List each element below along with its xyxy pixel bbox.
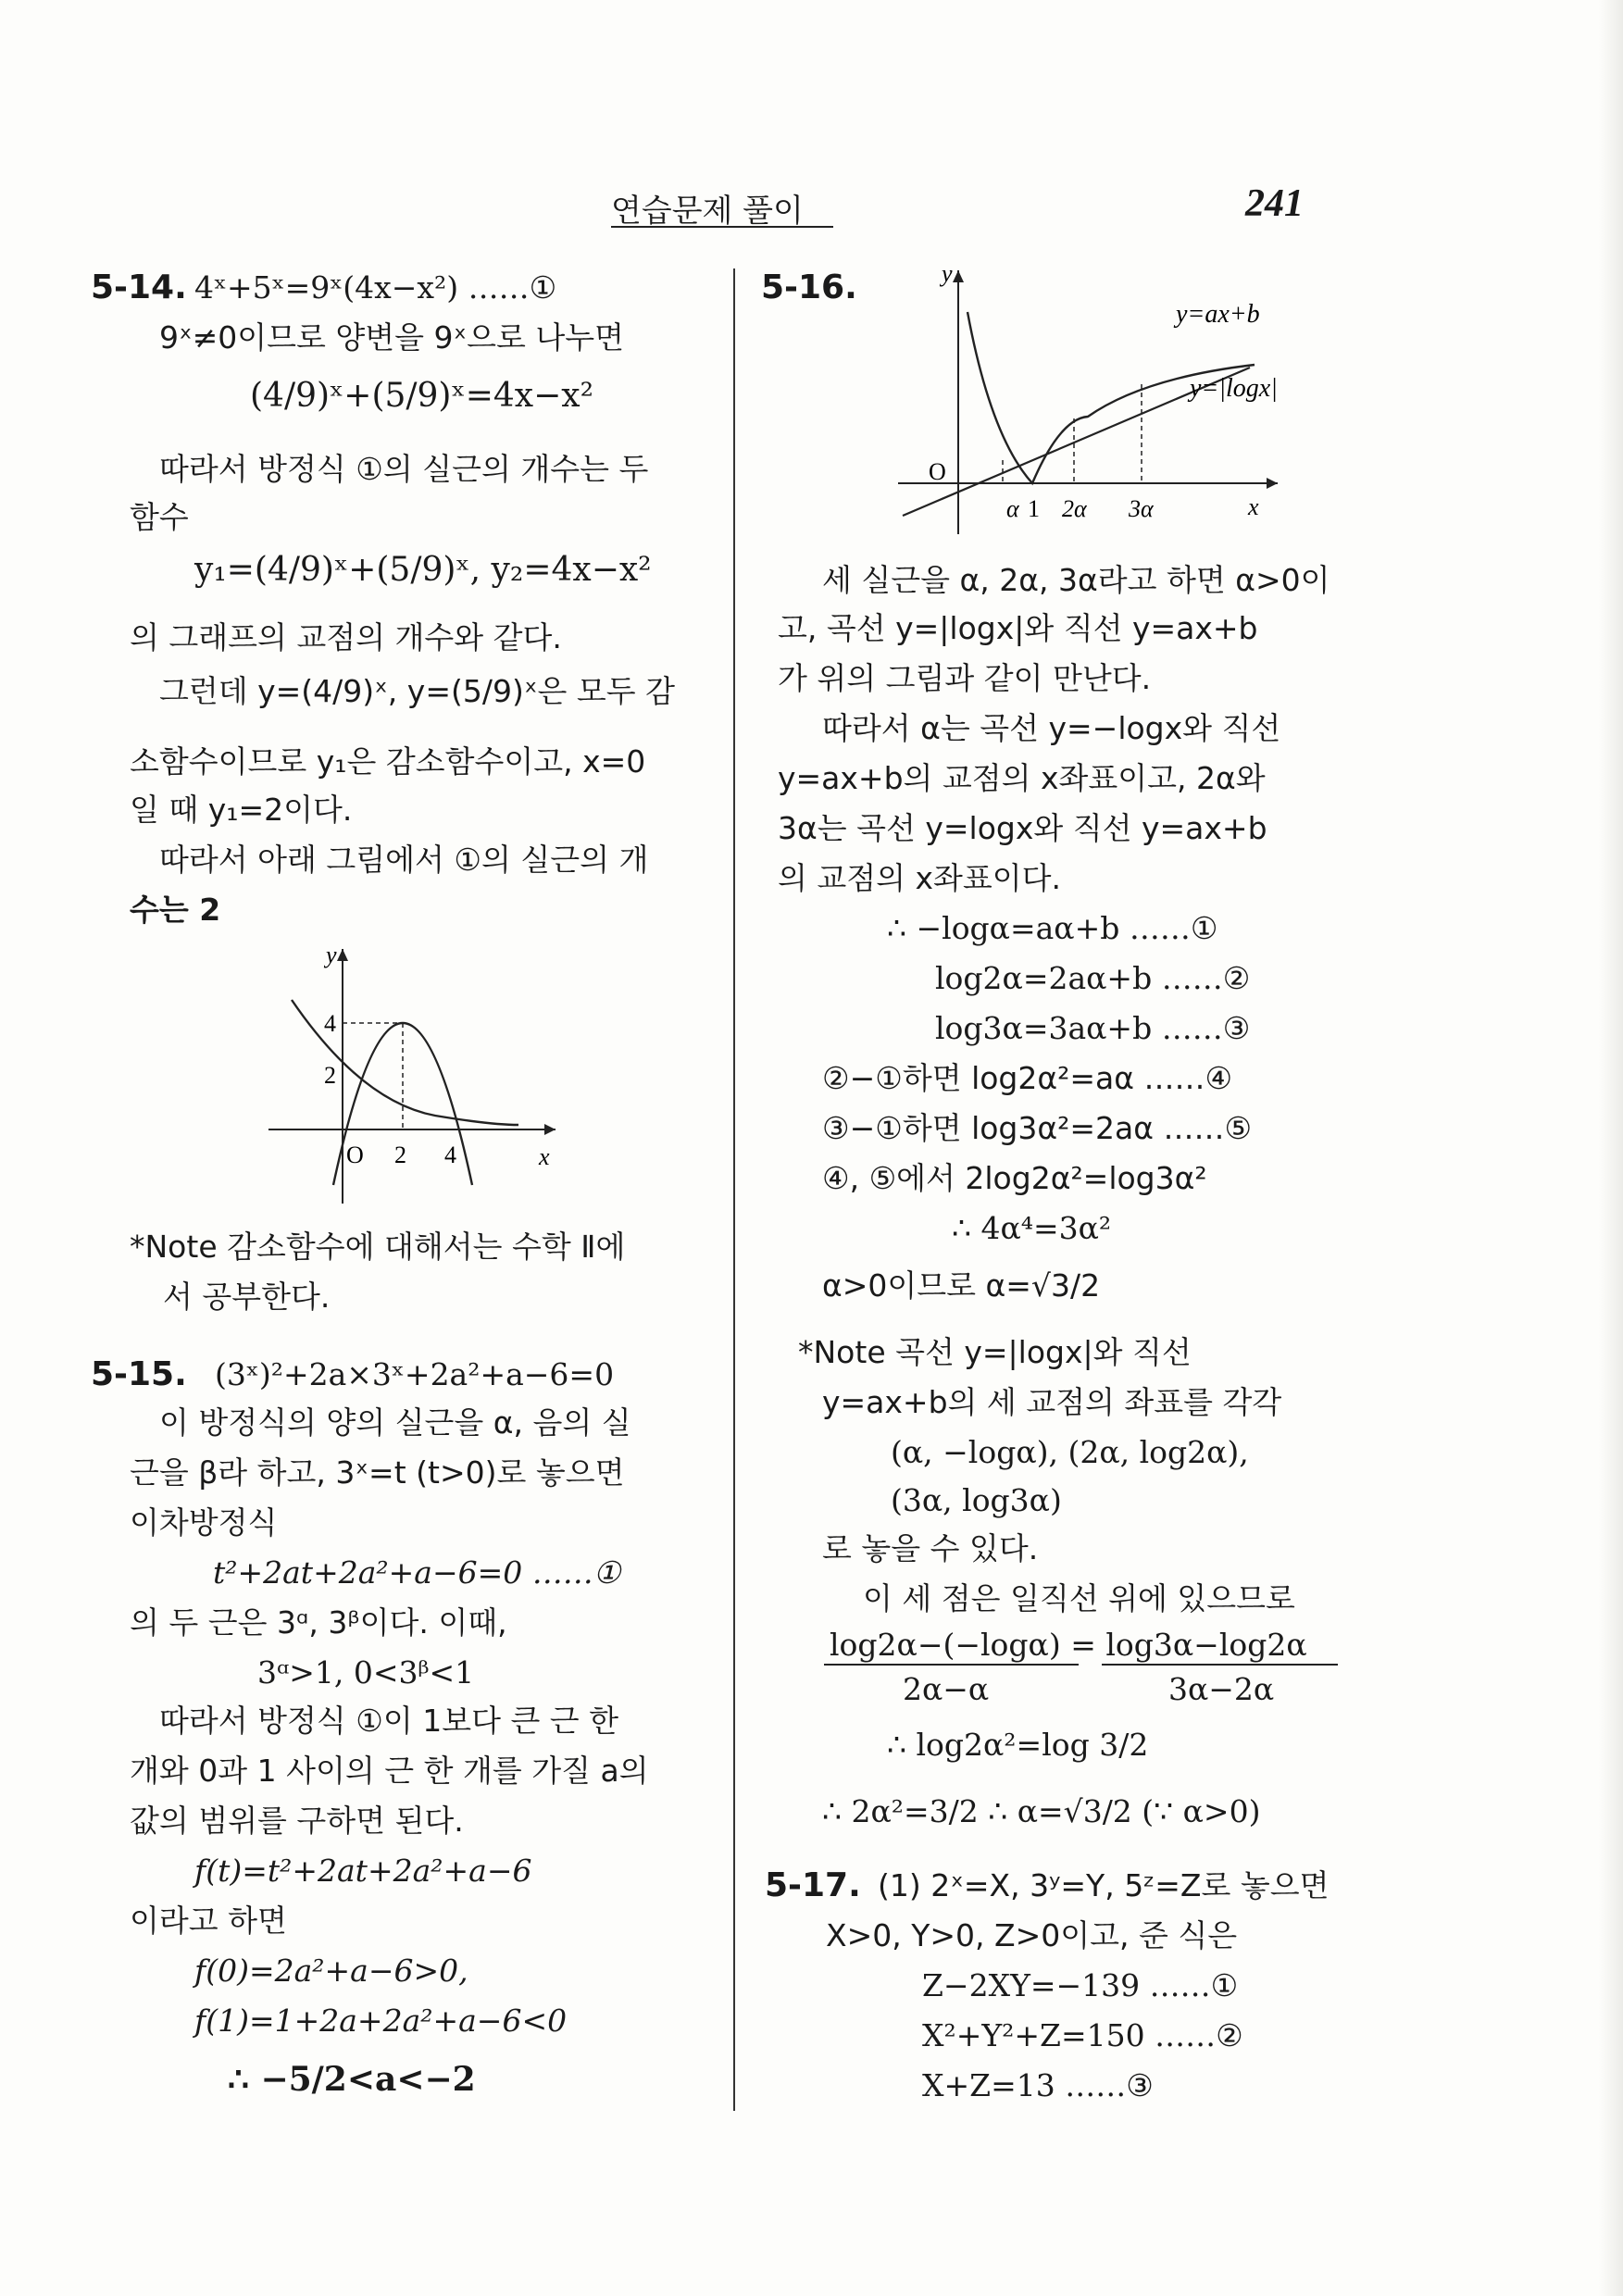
- x-axis-arrow: [544, 1124, 556, 1135]
- text-line: 3α는 곡선 y=logx와 직선 y=ax+b: [778, 810, 1267, 846]
- equation-line: X+Z=13 ……③: [922, 2067, 1154, 2103]
- x-axis-label: x: [1248, 493, 1259, 520]
- equation-line: Z−2XY=−139 ……①: [922, 1967, 1239, 2003]
- header-underline: [611, 226, 833, 228]
- text-line: 함수: [130, 499, 189, 535]
- equation-line: f(0)=2a²+a−6>0,: [194, 1953, 468, 1989]
- text-line: 일 때 y₁=2이다.: [130, 792, 353, 828]
- text-line: 가 위의 그림과 같이 만난다.: [778, 660, 1152, 696]
- text-line: 소함수이므로 y₁은 감소함수이고, x=0: [130, 743, 646, 780]
- equation-line: ④, ⑤에서 2log2α²=log3α²: [822, 1160, 1207, 1196]
- text-line: 이차방정식: [130, 1504, 278, 1541]
- page-edge-shadow: [1599, 0, 1623, 2296]
- text-line: 따라서 방정식 ①이 1보다 큰 근 한: [159, 1703, 619, 1739]
- fraction-numerators: log2α−(−logα) = log3α−log2α: [830, 1627, 1307, 1663]
- text-line: 근을 β라 하고, 3ˣ=t (t>0)로 놓으면: [130, 1454, 625, 1491]
- x-axis-label: x: [539, 1143, 550, 1170]
- equation-line: 3ᵅ>1, 0<3ᵝ<1: [257, 1654, 475, 1691]
- text-line: 따라서 α는 곡선 y=−logx와 직선: [822, 710, 1281, 746]
- equation-line: ∴ −logα=aα+b ……①: [887, 910, 1218, 946]
- text-line: 그런데 y=(4/9)ˣ, y=(5/9)ˣ은 모두 감: [159, 673, 675, 709]
- origin-label: O: [929, 458, 946, 485]
- note-line: ∴ 2α²=3/2 ∴ α=√3/2 (∵ α>0): [822, 1793, 1261, 1829]
- fraction-bar: [1102, 1664, 1338, 1666]
- text-line: 이라고 하면: [130, 1903, 287, 1939]
- note-line: (α, −logα), (2α, log2α),: [891, 1434, 1249, 1470]
- equation-line: log3α=3aα+b ……③: [935, 1010, 1251, 1046]
- note-line: (3α, log3α): [891, 1482, 1062, 1518]
- line-label: y=ax+b: [1176, 300, 1260, 329]
- y-axis-label: y: [942, 261, 953, 287]
- text-line: 세 실근을 α, 2α, 3α라고 하면 α>0이: [822, 562, 1330, 598]
- equation-line: ③−①하면 log3α²=2aα ……⑤: [822, 1110, 1253, 1146]
- y-tick-4: 4: [324, 1010, 336, 1037]
- note-line: ∴ log2α²=log 3/2: [887, 1727, 1149, 1763]
- fraction-denominator: 2α−α: [903, 1671, 990, 1707]
- problem-label: 5-16.: [761, 268, 857, 306]
- page-header-title: 연습문제 풀이: [611, 193, 804, 230]
- x-tick-2: 2: [394, 1142, 406, 1168]
- curve-label: y=|logx|: [1190, 374, 1278, 403]
- note-line: *Note 곡선 y=|logx|와 직선: [798, 1334, 1192, 1370]
- note-line: 서 공부한다.: [163, 1279, 331, 1315]
- fraction-denominator: 3α−2α: [1168, 1671, 1275, 1707]
- y-tick-2: 2: [324, 1062, 336, 1089]
- column-divider: [733, 268, 735, 2111]
- equation-line: f(1)=1+2a+2a²+a−6<0: [194, 2003, 568, 2039]
- x-tick-3alpha: 3α: [1129, 495, 1154, 522]
- x-tick-2alpha: 2α: [1062, 495, 1087, 522]
- exponential-parabola-graph: [250, 935, 574, 1213]
- equation-line: y₁=(4/9)ˣ+(5/9)ˣ, y₂=4x−x²: [194, 551, 652, 589]
- text-line: 값의 범위를 구하면 된다.: [130, 1803, 464, 1839]
- text-line: 고, 곡선 y=|logx|와 직선 y=ax+b: [778, 610, 1258, 646]
- problem-label: 5-14.: [91, 268, 187, 306]
- equation-line: X²+Y²+Z=150 ……②: [922, 2017, 1243, 2053]
- text-line: 따라서 아래 그림에서 ①의 실근의 개: [159, 842, 649, 878]
- equation-line: (3ˣ)²+2a×3ˣ+2a²+a−6=0: [215, 1356, 615, 1392]
- text-line: 이 방정식의 양의 실근을 α, 음의 실: [159, 1404, 631, 1441]
- equation-line: log2α=2aα+b ……②: [935, 960, 1251, 996]
- text-line: 의 그래프의 교점의 개수와 같다.: [130, 619, 562, 655]
- note-line: y=ax+b의 세 교점의 좌표를 각각: [822, 1384, 1282, 1420]
- x-tick-alpha: α: [1006, 495, 1019, 522]
- answer-line: α>0이므로 α=√3/2: [822, 1267, 1101, 1304]
- text-line: (1) 2ˣ=X, 3ʸ=Y, 5ᶻ=Z로 놓으면: [878, 1867, 1330, 1903]
- x-tick-4: 4: [444, 1142, 456, 1168]
- y-axis-arrow: [953, 270, 964, 282]
- note-line: *Note 감소함수에 대해서는 수학 Ⅱ에: [130, 1229, 626, 1265]
- text-line: 따라서 방정식 ①의 실근의 개수는 두: [159, 451, 649, 487]
- answer-line: 수는 2: [130, 892, 221, 928]
- fraction-bar: [824, 1664, 1079, 1666]
- text-line: 의 두 근은 3ᵅ, 3ᵝ이다. 이때,: [130, 1604, 507, 1641]
- origin-label: O: [346, 1142, 364, 1168]
- equation-line: (4/9)ˣ+(5/9)ˣ=4x−x²: [250, 377, 594, 415]
- page-number: 241: [1245, 182, 1304, 225]
- equation-line: f(t)=t²+2at+2a²+a−6: [194, 1853, 532, 1889]
- x-axis-arrow: [1267, 478, 1278, 489]
- equation-line: t²+2at+2a²+a−6=0 ……①: [213, 1554, 621, 1591]
- x-tick-1: 1: [1028, 495, 1040, 522]
- equation-line: ∴ 4α⁴=3α²: [952, 1210, 1112, 1246]
- answer-line: ∴ −5/2<a<−2: [228, 2060, 476, 2099]
- text-line: 의 교점의 x좌표이다.: [778, 860, 1062, 896]
- text-line: y=ax+b의 교점의 x좌표이고, 2α와: [778, 760, 1266, 796]
- note-line: 이 세 점은 일직선 위에 있으므로: [863, 1580, 1295, 1616]
- equation-line: 4ˣ+5ˣ=9ˣ(4x−x²) ……①: [194, 269, 557, 306]
- text-line: 9ˣ≠0이므로 양변을 9ˣ으로 나누면: [159, 319, 625, 356]
- note-line: 로 놓을 수 있다.: [822, 1530, 1039, 1566]
- y-axis-arrow: [337, 949, 348, 961]
- text-line: 개와 0과 1 사이의 근 한 개를 가질 a의: [130, 1753, 649, 1789]
- problem-label: 5-15.: [91, 1355, 187, 1393]
- problem-label: 5-17.: [765, 1866, 861, 1904]
- equation-line: ②−①하면 log2α²=aα ……④: [822, 1060, 1233, 1096]
- y-axis-label: y: [326, 942, 337, 968]
- text-line: X>0, Y>0, Z>0이고, 준 식은: [826, 1917, 1238, 1953]
- log-line-graph: [893, 261, 1282, 539]
